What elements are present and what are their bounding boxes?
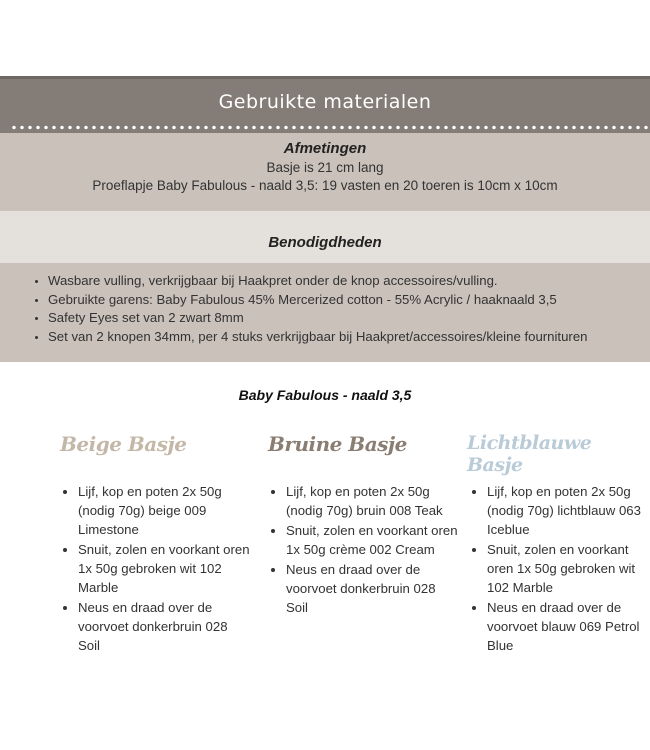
column-lichtblauwe bbox=[461, 432, 650, 656]
column-title: Beige Basje bbox=[60, 432, 187, 456]
yarn-heading: Baby Fabulous - naald 3,5 bbox=[238, 387, 412, 403]
afmetingen-line: Proeflapje Baby Fabulous - naald 3,5: 19 vasten en 20 toeren is 10cm x 10cm bbox=[92, 178, 558, 193]
column-beige bbox=[52, 432, 252, 656]
list-item: • Gebruikte garens: Baby Fabulous 45% Mercerized cotton - 55% Acrylic / haaknaald 3,5 bbox=[48, 292, 650, 307]
list-item: • Set van 2 knopen 34mm, per 4 stuks verkrijgbaar bij Haakpret/accessoires/kleine fournituren bbox=[48, 329, 650, 344]
list-item: • Snuit, zolen en voorkant oren 1x 50g gebroken wit 102 Marble bbox=[78, 540, 252, 597]
afmetingen-section bbox=[0, 133, 650, 211]
column-list bbox=[260, 482, 460, 617]
column-title: Lichtblauwe Basje bbox=[467, 432, 592, 476]
list-item: • Snuit, zolen en voorkant oren 1x 50g gebroken wit 102 Marble bbox=[487, 540, 650, 597]
afmetingen-title: Afmetingen bbox=[283, 140, 367, 157]
benodigdheden-section bbox=[0, 263, 650, 362]
section-title: Gebruikte materialen bbox=[218, 91, 432, 113]
afmetingen-line: Basje is 21 cm lang bbox=[266, 160, 384, 175]
list-item: • Neus en draad over de voorvoet donkerbruin 028 Soil bbox=[78, 598, 252, 655]
list-item: • Snuit, zolen en voorkant oren 1x 50g crème 002 Cream bbox=[286, 521, 460, 559]
list-item: • Neus en draad over de voorvoet donkerbruin 028 Soil bbox=[286, 560, 460, 617]
list-item: • Lijf, kop en poten 2x 50g (nodig 70g) beige 009 Limestone bbox=[78, 482, 252, 539]
column-list bbox=[52, 482, 252, 655]
benodigdheden-header bbox=[0, 211, 650, 263]
column-list bbox=[461, 482, 650, 655]
column-title: Bruine Basje bbox=[268, 432, 407, 456]
column-bruine bbox=[260, 432, 460, 618]
benodigdheden-list bbox=[0, 273, 650, 344]
benodigdheden-title: Benodigdheden bbox=[268, 234, 382, 251]
list-item: • Lijf, kop en poten 2x 50g (nodig 70g) bruin 008 Teak bbox=[286, 482, 460, 520]
list-item: • Lijf, kop en poten 2x 50g (nodig 70g) lichtblauw 063 Iceblue bbox=[487, 482, 650, 539]
list-item: • Wasbare vulling, verkrijgbaar bij Haakpret onder de knop accessoires/vulling. bbox=[48, 273, 650, 288]
list-item: • Safety Eyes set van 2 zwart 8mm bbox=[48, 310, 650, 325]
dotted-divider bbox=[10, 125, 650, 130]
list-item: • Neus en draad over de voorvoet blauw 069 Petrol Blue bbox=[487, 598, 650, 655]
